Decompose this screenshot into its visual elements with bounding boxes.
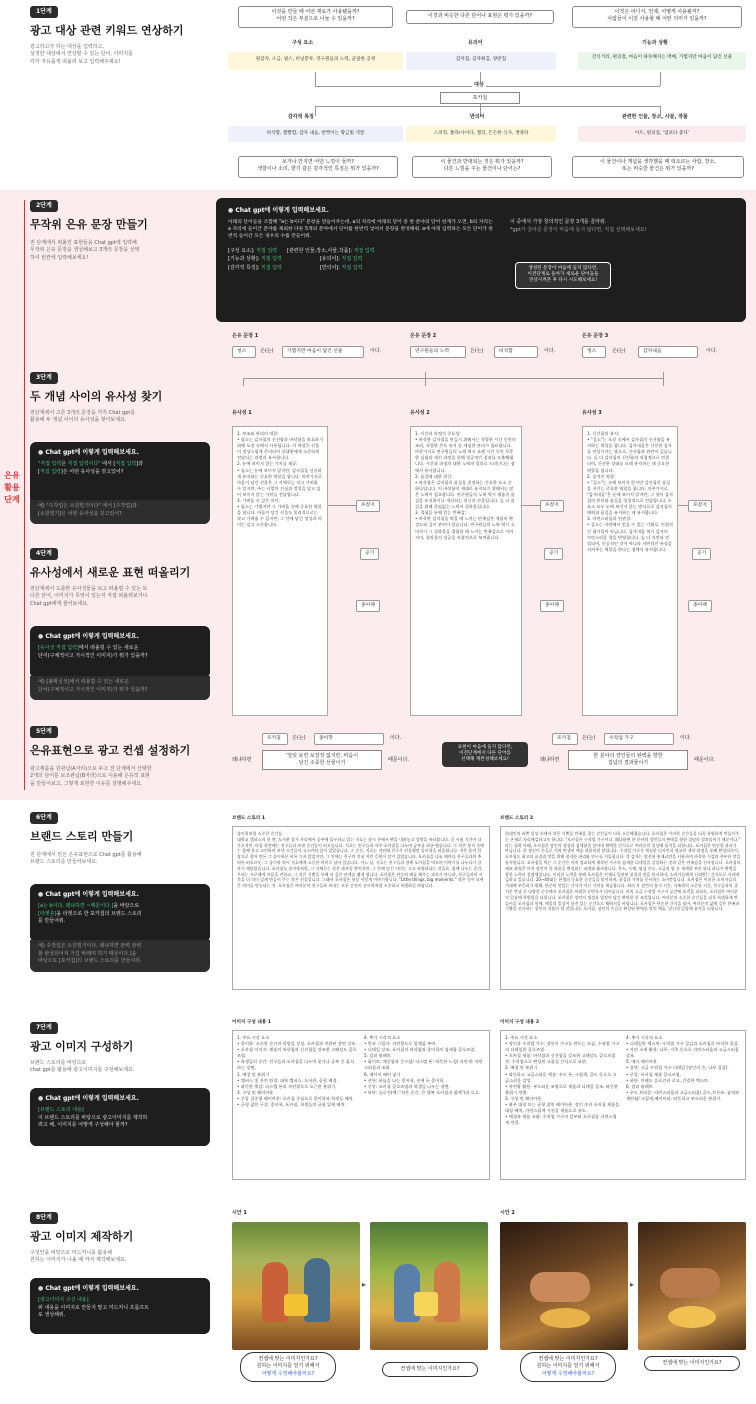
prompt-input: [광고이미지 구성 내용] [38,1297,89,1303]
comp1-col2: 4. 추가 시각적 요소 • 빛과 그림자: 자연광으로 입체감 부여. • 디테일 강조: 포카칩의 바삭함과 종이학의 섬세함 클로즈업. 5. 컬러 팔레트 • 화이트: 깨끗함과 순수함/ 파스텔 톤: 따뜻한 느낌/ 자연색: 자연스러움과 조화 6. 메시지 배어 넣기 • 산단: 하늘을 나는 종이학, 손에 든 종이학. • 중앙: 포카칩 클로즈업과 학생들 나누는 장면. • 하단: 슬로건(예: "작은 순간, 큰 행복 포카칩과 함께")과 로고. [364,1035,483,1095]
prompt-text: 이 브랜드 스토리를 바탕으로 광고이미지를 제작하 려고 해, 이미지를 어떻게 구성해야 할까? [38,1114,148,1128]
concept1-a[interactable]: 포카칩 [262,733,288,745]
scene2-label: 시안 2 [500,1210,515,1216]
q-top-2: 이것과 비슷한 다른 단어나 표현은 뭐가 있을까? [406,10,554,24]
step5-desc: 광고제품을 원관념(A자리)으로 두고 전 단계에서 선택한 2개의 단어를 보조관념(B자리)으로 이용해 은유적 표현 을 만들어보고, 그렇게 표현한 이유를 설명해주세요. [30,766,152,787]
sentence3-mid: 은(는) [612,348,626,354]
step1-badge: 1단계 [30,6,58,18]
prompt-input: [a는 b이다, 왜냐하면 ~때문이다.] [38,903,114,909]
scene1-question [240,1352,336,1382]
step2-desc: 전 단계에서 떠올린 표현들을 Chat gpt에 입력해 무작위 은유 문장을 생성해보고 3개의 문장을 선택 하여 빈칸에 입력해보세요! [30,240,140,261]
comp1-col1: 1. 주요 시각 요소 • 종이학: 소중한 순간과 희망을 상징. 포카칩과 연관된 장면 강조. • 포카칩 이미지: 제품의 바삭함과 신선함을 강조한 고해상도 클로즈업. • 학생들의 순간: 친구들과 포카칩을 나누며 웃거나 공부 중 휴식하는 장면. 2. 배경 및 분위기 • 캠퍼스 및 자연 환경: 대학 캠퍼스, 도서관, 공원 배경. • 따뜻한 색감: 파스텔 톤과 자연광으로 포근한 분위기. 3. 구성 및 레이아웃 • 중앙 집중형 레이아웃: 포카칩 중심으로 종이학과 학생들 배치. • 균형 잡힌 구성: 종이학, 포카칩, 학생들의 균형 있게 배치. [237,1035,357,1108]
step3-gpt-head: ● Chat gpt에 이렇게 입력해보세요. [38,448,202,457]
step6-gpt-prompt [38,903,202,926]
sentence2-a[interactable]: 연구원들의 노력 [410,346,466,358]
connector [315,106,316,116]
connector [425,372,426,386]
gpt-row-label: [구성 요소]: [228,247,257,254]
connector [243,378,244,386]
step7-badge: 7단계 [30,1022,58,1034]
sentence1-a[interactable]: 청소 [232,346,256,358]
step6-badge: 6단계 [30,812,58,824]
step4-title: 유사성에서 새로운 표현 떠올리기 [30,566,191,579]
step6-gpt-example: 예) 수작업은 소원빌기이다, 왜냐하면 완벽 완벽 할 완성되어져 가길 바래며 하기 때문이다.]을 바탕으로 [포카칩]의 브랜드 스토리를 만들어줘. [30,940,210,972]
cat-bot-2-val: 스피킹, 쫄라/사이다, 젤리, 든든한 식사, 생양파 [406,126,556,142]
cat-bot-1-val: 바삭함, 짭짤함, 감자 내음, 반짝이는 황금빛 색깔 [228,126,403,142]
concept2-reason[interactable]: 한 분야의 장인들의 완벽을 향한 집념의 결과물이기 [568,750,688,770]
step2-gpt-p2: 이 중에서 가장 창의적인 문장 3개를 골라줘. [510,219,607,225]
cat-top-3-name: 기능과 상황 [642,40,668,46]
step2-title: 무작위 은유 문장 만들기 [30,218,148,231]
chips-shape [668,1306,716,1328]
gpt-row-input: 직접 입력 [353,247,375,254]
step1-title: 광고 대상 관련 키워드 연상하기 [30,24,184,37]
step2-gpt-head: ● Chat gpt에 이렇게 입력해보세요. [228,206,734,215]
story2-title: 브랜드 스토리 2 [500,816,534,821]
step4-desc: 전단계에서 도출한 유사성들을 보고 떠올릴 수 있는 또 다른 단어, 이미지가 무엇이 있는지 직접 떠올려보거나 Chat gpt에게 물어보세요. [30,586,148,607]
sentence1-b[interactable]: 가볍지만 마음이 담긴 선물 [282,346,364,358]
kw3-a[interactable]: 포장지 [688,500,712,512]
kw3-c[interactable]: 종이팩 [688,600,712,612]
step4-gpt-head: ● Chat gpt에 이렇게 입력해보세요. [38,632,202,641]
prompt-text: 위 내용을 이미지로 만들지 말고 미드저니 프롬프트 로 생성해줘. [38,1304,149,1318]
prompt-input: 직접 입력이다" [66,461,101,467]
step8-gpt-head: ● Chat gpt에 이렇게 입력해보세요. [38,1284,202,1293]
concept1-mid: 은(는) [292,735,306,741]
step6-gpt-head: ● Chat gpt에 이렇게 입력해보세요. [38,890,202,899]
step7-desc: 브랜드 스토리를 바탕으로 chat gpt를 활용해 광고이미지를 구성해보세요. [30,1060,135,1074]
connector [328,505,356,506]
concept1-end: 이다. [390,735,402,741]
concept2-why: 왜냐하면 [540,757,560,763]
story1-card: 종이학처럼 소중한 순간들 대학교 캠퍼스의 한 켠, 도서관 창가 자리에서 공부에 몰두하고 있는 지호는 잠시 손에서 펜을 내려놓고 창밖을 바라봅니다. 곧 시험 기간이 다가오지만, 마음 한켠에는 친구들과 보낸 순간들이 떠오릅니다. 지호는 친구들과 자주 포카칩을 나누며 공부를 하곤 했습니다. 그 작은 봉지 속에는 함께 웃고 고민하며 보낸 시간들이 고스란히 담겨 있었습니다. 그 순간, 지호는 작년에 친구가 선물했던 종이학을 떠올립니다. 작은 종이 한 장으로 접어 만든 그 종이학은 비록 크지 않았지만, 그 안에는 친구의 진심 어린 응원이 담겨 있었습니다. 포카칩을 나눌 때마다 친구들과의 추억이 떠오르듯, 그 종이학 역시 지호에게 소중한 의미로 남아 있습니다. 어느 날, 지호는 친구들과 함께 포카칩을 먹으며 이야기를 나누다가 갑자기 깨달았습니다. 포카칩도 종이학처럼, 그 자체로는 작은 과자일 뿐이지만, 그 안에 담긴 의미는 크고 특별하다는 것을요. 함께 나누는 순간, 우리는 서로에게 마음을 전하고, 그 작은 기쁨을 통해 더 깊은 관계를 맺게 됩니다. 포카칩은 단순히 배를 채우는 과자가 아니라, 친구들과의 시간을 더 의미 있게 만들어 주는 작은 선물입니다. 그래서 포카칩은 항상 이렇게 이야기합니다. "Little things, big moments." 작은 것이 모여 큰 의미를 만든다는 것. 포카칩은 여러분이 친구들과 보내는 모든 순간이 종이학처럼 소중하고 특별하길 바랍니다. [232,826,490,990]
side-line [24,200,25,790]
scene1-question-2: 컨셉에 맞는 이미지인가요? [382,1362,478,1377]
scene2-question [520,1352,616,1382]
connector [315,72,316,86]
comp2-title: 이미지 구성 내용 2 [500,1020,540,1025]
comp1-card [232,1030,490,1180]
step5-title: 은유표현으로 광고 컨셉 설정하기 [30,744,191,757]
step2-tip: 생성된 문장이 마음에 들지 않다면, 이전단계로 돌아가 새로운 단어들을 연상시켜본 후 다시 시도해보세요! [515,262,611,289]
cat-bot-3-name: 관련한 인물, 장소, 사물, 작품 [622,114,688,120]
kw3-b[interactable]: 공기 [692,548,711,560]
q-bot-2: 이 물건과 반대되는 것은 뭐가 있을까? 다른 느낌을 주는 물건이나 단어는? [412,156,552,178]
prompt-text: 에서 떠올릴 수 있는 새로운 단어(구체적이고 가시적인 이미지)가 뭐가 있을까? [38,645,148,659]
step6-desc: 전 단계에서 만든 은유표현으로 Chat gpt를 활용해 브랜드 스토리를 만들어보세요. [30,852,142,866]
step3-desc: 전단계에서 고른 3개의 문장을 각각 Chat gpt를 활용해 두 개념 사이의 유사성을 찾아보세요. [30,410,136,424]
concept1-reason[interactable]: '열릿 보면 보잘것 없지만, 마음이 담긴 소중한 선물이기 [262,750,382,770]
prompt-input: [브랜드 스토리 내용] [38,1107,84,1113]
prompt-text: 을 바탕으로 [113,903,140,909]
cat-top-2-val: 감자칩, 감자튀김, 양반칩 [406,52,556,70]
comp2-col1: 1. 주요 시각 요소 • 장인과 수작업 가구: 장인이 가구를 만드는 모습, 수작업 가구의 디테일한 클로즈업. • 포카칩 제품: 바삭함과 신선함을 강조한 고해상도 클로즈업 샷. 수작업으로 완성된 고품질 간식으로 표현. 2. 배경 및 분위기 • 따뜻하고 고급스러운 색상: 우드 톤, 크림색, 골드 등으로 고급스러운 감성. • 자연광 활용: 부드러운 조명으로 제품과 디테일 강조, 따뜻한 분위기 연출. 3. 구성 및 레이아웃 • 좌우 대칭 또는 균형 잡힌 레이아웃: 장인 손과 포카칩 제품을 대칭 배치, 자연스럽게 시선을 제품으로 유도. • 배경과 제품 조화: 수작업 가구의 일부와 포카칩을 자연스럽게 연결. [505,1035,620,1126]
connector [522,505,540,506]
step7-gpt-prompt [38,1107,202,1130]
kw2-c[interactable]: 종이팩 [540,600,564,612]
prompt-text: 은 [61,461,67,467]
comp1-title: 이미지 구성 내용 1 [232,1020,272,1025]
sentence3-end: 이다. [706,348,718,354]
story2-card: 현대인의 바쁜 일상 속에서 작은 기쁨을 만족을 찾는 순간들이 더욱 소중해졌습니다. 포카칩은 이러한 순간들을 더욱 특별하게 만들어주는 존재로 자리매김하고자 합니다. "포카칩은 수작업 가구이다. 왜냐하면 한 분야의 장인들의 완벽을 향한 집념의 결과물이기 때문이다." 라는 철학 아래, 포카칩은 장인의 정성과 섬세함을 담아내 완벽한 간식으로 여러분의 일상에 품격을 더합니다. 포카칩은 단순한 과자가 아닙니다. 한 장인이 손길로 거쳐 탄생된 예술 작품처럼 말입니다. 수작업 가구가 세심한 디자인과 정교한 제작 과정을 통해 완성되듯이, 포카칩도 최고의 품질과 맛을 위해 철저한 관리와 연구를 거듭합니다. 각 감자는 엄선된 원재료만을 사용하며 바삭한 식감과 풍부한 맛을 유지합니다. 포카칩을 먹는 그 순간은 마치 정교하게 제작된 가구의 섬세한 디테일을 감상하는 것과 같은 만족감을 선사합니다. 포카칩의 제조 과정은 마치 장인이 한 작품을 완성하는 과정과 흡사합니다. 온도, 두께, 튀김 온도, 소금의 양 등 세세한 부분 하나 하나가 완벽을 향한 노력의 결정체입니다. 이러한 노력을 통해 포카칩은 언제나 일관된 품질과 맛을 유지하며, 소비자들에게 신뢰받는 간식으로 자리매김하고 있습니다. 20~40대는 현생의 중요한 순간들을 맞이하며, 품질과 가치를 중시하는 소비층입니다. 포카칩은 이러한 소비자들의 기대에 부응하기 위해, 단순히 맛있는 간식이 아닌 가치를 제공합니다. 회의 후 잠깐의 휴식 시간, 가족과의 소중한 시간, 친구들과의 즐거운 만남 등 다양한 순간에서 포카칩은 특별한 동반자가 되어줍니다. 마치 고급 수작업 가구가 공간에 품격을 더하듯, 포카칩은 여러분의 일상에 특별함을 더합니다. 포카칩은 장인의 정성과 열정이 담긴 완벽한 한 조각입니다. 여러분의 소중한 순간들을 더욱 특별하게 만들어줄 포카칩과 함께, 매일의 일상이 품격 있는 순간으로 채워지길 바랍니다. 포카칩은 단순한 간식을 넘어, 여러분의 삶에 깊은 만족과 기쁨을 선사하는 장인의 작품이 될 것입니다. 포카칩, 장인의 손길로 완성된 완벽한 맛의 예술. 당신의 일상에 품격을 더합니다. [500,826,746,990]
step3-gpt-example: 예) "수작업은 소원빌기이다" 에서 [수작업]과 [소원빌기]은 어떤 유사성을 갖고있어? [30,500,210,524]
gpt-row-label: [반의어]: [319,264,342,271]
cat-bot-3-val: 아트, 편의점, '엄보다 좋다' [578,126,746,142]
similar3-title: 유사성 3 [582,410,602,416]
step4-gpt-prompt [38,645,202,660]
prompt-input: 직접 입력 [39,468,61,475]
kw2-b[interactable]: 공기 [544,548,563,560]
comp2-col2: 4. 추가 시각적 요소 • 디테일한 텍스처: 수작업 가구 질감과 포카칩의 바삭한 질감. • 자연 소재 활용: 나무, 가죽 등으로 자연스러움과 고급스러움 강조. 5. 메시 레이아웃 • 상단: 고급 수작업 가구 디테일 (장인의 손, 나무 질감). • 중앙: 포카칩 제품 클로즈업. • 하단: 브랜드 슬로건과 로고, 간결한 텍스트. 6. 컬러 팔레트 • 우드 브라운: 자연스러움과 고급스러움/ 골드,브론즈: 품격과 세련됨/ 크림색,베이브러: 따뜻하고 부드러운 분위기. [626,1035,740,1101]
gpt-row [228,255,496,264]
sentence2-end: 이다. [544,348,556,354]
prompt-input: [타겟층] [38,910,57,917]
sentence1-label: 은유 문장 1 [232,333,259,339]
similar1-card: 1. 보조와 관리의 역할: • 필소는 감자칩의 신선함과 바삭함을 보호하기 위해 포장 속에서 사용됩니다. 이 역할은 선물이 정성스럽게 준비되어 상대방에게 소중하게 전달되는 과정과 유사합니다. 2. 눈에 보이지 않는 가치를 제공: • 필소는 눈에 보이지 않지만, 감자칩을 신선하게 유지하는 중요한 역할을 합니다. 마찬가지로 마음이 담긴 선물은 그 자체로는 작고 가벼울 수 있지만, 주는 사람의 진심과 정성을 담고 있어 보이지 않는 가치를 전달합니다. 3. 가벼움 속 깊은 의미: • 필소는 가볍지만 그 가벼움 속에 중요한 역할을 합니다. 마음이 담긴 선물도 물리적으로는 작고 가벼울 수 있지만, 그 안에 담긴 정성과 의미는 깊고 소중합니다. [232,426,328,716]
step7-gpt-box [30,1088,210,1146]
comp2-card [500,1030,746,1180]
connector [660,72,661,86]
gpt-row-input: 직접 입력 [341,256,363,263]
chip-bag-shape [284,1294,308,1316]
scene1-label: 시안 1 [232,1210,247,1216]
sentence3-b[interactable]: 감자내음 [638,346,698,358]
gpt-row-label: [유의어]: [319,256,342,263]
gpt-row-input: 직접 입력 [260,256,282,263]
similar3-card: 1. 신선함의 유지: • "질소"는 포장 속에서 감자칩의 신선함을 유지하는 역할을 합니다. 감자내음은 신선한 감자를 연상시키는 향으로, 신선함과 관련이 깊습니다. 둘 다 감자칩의 신선함과 직접적으로 연결되어, 신선한 상태를 오래 유지하는 데 중요한 역할을 합니다. 2. 숨겨진 역할: • "질소"는 눈에 보이지 않지만 감자칩의 품질을 지키는 중요한 역할을 합니다. 마찬가지로 "감자내음"은 눈에 보이지 않지만, 그 향이 감자칩의 풍미와 품질을 상징적으로 전달합니다. 두 요소 모두 눈에 보이지 않는 방식으로 감자칩의 매력과 품질을 유지하는 데 유지합니다. 3. 자연스러움과 연관성: • 질소는 자연에서 얻을 수 있는 기체로, 인위적인 첨가물이 아닙니다. 감자내음 역시 감자의 자연스러운 향을 반영합니다. 둘 다 자연과 연결되어, 인공적인 것이 아니라 자연적인 특징을 지켜주는 역할을 한다는 점에서 유사합니다. [582,426,678,716]
sentence1-mid: 은(는) [260,348,274,354]
prompt-text: 에서 [ [100,461,116,467]
step2-gpt-note: *gpt가 골라준 문장이 마음에 들지 않다면, 직접 선택해보세요! [510,226,647,233]
concept1-because: 때문이다. [388,757,409,763]
step6-title: 브랜드 스토리 만들기 [30,830,134,843]
gpt-row-input: 직접 입력 [256,247,278,254]
concept2-b[interactable]: 수작업 가구 [604,733,674,745]
question-text: 컨셉에 맞는 이미지인가요? 원하는 이미지를 얻기 위해서 [536,1356,600,1370]
step3-gpt-box [30,442,210,504]
gpt-row-input: 직접 입력 [341,264,363,271]
step7-title: 광고 이미지 구성하기 [30,1040,134,1053]
similar2-title: 유사성 2 [410,410,430,416]
step3-gpt-prompt [38,461,202,476]
arrow-icon: ▸ [362,1280,367,1289]
scene2-image-b [638,1222,746,1350]
connector [663,372,664,386]
chip-bag-shape [414,1292,438,1316]
chips-shape [540,1308,590,1328]
sentence2-mid: 은(는) [470,348,484,354]
gpt-row-input: 직접 입력 [260,264,282,271]
scene2-question-2: 컨셉에 맞는 이미지인가요? [644,1356,740,1371]
question-text: 컨셉에 맞는 이미지인가요? 원하는 이미지를 얻기 위해서 [256,1356,320,1370]
sentence3-a[interactable]: 청소 [582,346,606,358]
cat-bot-2-name: 반의어 [470,114,485,120]
gpt-row-label: [기능과 상황]: [228,256,261,263]
kw1-c[interactable]: 종이팩 [356,600,380,612]
step2-gpt-p1: 아래의 단어들을 조합해 "a는 b이다" 문장을 만들어주는데, a의 자리에 아래의 단어 중 한 분야의 단어 한개가 오면, b의 자리는 a 자리에 들어간 분야를 제외한 다른 5개의 분야에서 단어를 한번씩 넣어서 문장을 완성해줘. a에 아래 입력하는 모든 단어가 한번씩 들어간 모든 경우의 수를 만들어줘. [228,220,493,240]
side-label: 은유 활용 단계 [4,471,20,504]
sentence1-end: 이다. [370,348,382,354]
step4-gpt-example: 예) [불확실성]에서 떠올릴 수 있는 새로운 단어(구체적이고 가시적인 이미지)가 뭐가 있을까? [30,676,210,700]
cat-bot-1-name: 감각적 특징 [288,114,314,120]
similar2-card: 1. 시간과 과정의 중요성: • 바삭한 감자칩을 만들기 위해서는 적절한 시간 동안의 조리, 적절한 온도 유지 등 세심한 관리가 필요합니다. 마찬가지로 연구원들의 노력 역시 오랜 시간 동안 꾸준한 실험과 개선 과정을 통해 성공적인 결과를 도출해냅니다. 시간과 과정의 대한 노력의 결과로 드러난다는 점에서 유사합니다. 2. 품질에 대한 헌신: • 바삭함은 감자칩의 품질을 결정하는 중요한 요소 중 하나입니다. 이 바삭함이 제대로 유지되기 위해서는 많은 노력이 필요합니다. 연구원들의 노력 역시 제품의 품질을 유지하거나 개선하는 헌신의 산물입니다. 둘 다 품질을 위해 끊임없는 노력이 결과물입니다. 3. 경험을 통해 얻는 만족감: • 바삭한 감자칩을 먹을 때 느끼는 만족감은 제품의 완성도와 깊이 관련이 있습니다. 연구원들의 노력 역시 소비자가 그 결과물을 경험할 때 느끼는 만족감으로 이어지며, 결과물의 성공을 직접적으로 보여줍니다. [410,426,522,716]
step3-badge: 3단계 [30,372,58,384]
similar1-title: 유사성 1 [232,410,252,416]
concept1-why: 왜냐하면 [232,757,252,763]
step7-gpt-head: ● Chat gpt에 이렇게 입력해보세요. [38,1094,202,1103]
concept2-mid: 은(는) [582,735,596,741]
connector [243,378,663,379]
q-top-1: 이것을 만들 때 어떤 재료가 사용됐을까? 어떤 작은 부분으로 나눌 수 있을까? [238,6,393,28]
gpt-row-label: [관련한 인물,장소,사물,작품]: [287,247,354,254]
gpt-row-label: [감각적 특징]: [228,264,261,271]
step8-badge: 8단계 [30,1212,58,1224]
question-emphasis: 어떻게 수정해야할까요? [261,1370,315,1377]
arrow-icon: ▸ [630,1280,635,1289]
scene1-image-a [232,1222,360,1350]
prompt-input: [유사성 직접 입력] [38,645,79,651]
prompt-text: 을 타겟으로 한 포카칩의 브랜드 스토리 를 만들어줘. [38,910,142,924]
prompt-text: ]은 어떤 유사성을 갖고있어? [60,468,124,475]
step8-desc: 구성안을 바탕으로 미드저니를 활용해 원하는 이미지가 나올 때 까지 제작해보세요. [30,1250,127,1264]
scene2-image-a [500,1222,628,1350]
step6-gpt-box [30,884,210,942]
prompt-input: "직접 입력 [38,461,62,467]
story1-title: 브랜드 스토리 1 [232,816,266,821]
center-label: 대상 [474,82,484,88]
kw1-b[interactable]: 공기 [360,548,379,560]
step8-gpt-box [30,1278,210,1334]
cat-top-2-name: 유의어 [468,40,483,46]
concept2-end: 이다. [680,735,692,741]
prompt-input: 직접 입력 [115,461,137,467]
kw1-a[interactable]: 포장지 [356,500,380,512]
question-emphasis: 어떻게 수정해야할까요? [541,1370,595,1377]
step1-desc: 광고하고자 하는 대상을 입력하고, 설정한 대상에서 연상할 수 있는 단어, 이미지를 각각 자유롭게 떠올려 보고 입력해주세요! [30,44,133,65]
sentence3-label: 은유 문장 3 [582,333,609,339]
step2-gpt-box [216,198,746,322]
kw2-a[interactable]: 포장지 [540,500,564,512]
scene1-image-b [370,1222,488,1350]
connector [315,106,660,107]
step8-title: 광고 이미지 제작하기 [30,1230,134,1243]
prompt-text: ]과 [ [38,461,144,475]
cat-top-1-val: 원감자, 소금, 필스, 비닐봉투, 연구원들의 노력, 균일한 공정 [228,52,403,70]
step8-gpt-prompt [38,1297,202,1320]
sentence2-label: 은유 문장 2 [410,333,437,339]
concept1-b[interactable]: 종이학 [314,733,384,745]
step5-badge: 5단계 [30,726,58,738]
q-top-3: 이것은 어디서, 언제, 어떻게 사용될까? 사람들이 이걸 사용할 때 어떤 의미가 있을까? [572,6,742,28]
cat-top-3-val: 간식거리, 편의점, 마음이 따뜻해지는 맥베, 가볍지만 마음이 담긴 선물 [578,52,746,70]
hands-shape [660,1268,720,1298]
cat-top-1-name: 구성 요소 [292,40,314,46]
step2-badge: 2단계 [30,200,58,212]
q-bot-3: 이 물건이나 개념을 생각했을 때 떠오르는 사람, 장소, 또는 비슷한 물건은 뭐가 있을까? [572,156,744,178]
gpt-row [228,264,496,273]
hands-shape [530,1272,590,1302]
step3-title: 두 개념 사이의 유사성 찾기 [30,390,163,403]
step4-badge: 4단계 [30,548,58,560]
sentence2-b[interactable]: 바삭함 [494,346,538,358]
concept2-a[interactable]: 포카칩 [552,733,578,745]
connector [678,505,688,506]
step5-tip: 표현이 마음에 들지 않다면, 이전단계에서 다른 단어를 선택해 재완성해보세요! [442,742,528,767]
q-bot-1: 보거나 만지면 어떤 느낌이 들까? 색깔이나 소리, 향기 같은 감각적인 특징은 뭐가 있을까? [238,156,398,178]
concept2-because: 때문이다. [694,757,715,763]
gpt-row [228,247,496,256]
step4-gpt-box [30,626,210,678]
connector [315,86,660,87]
center-val: 포카칩 [440,92,520,104]
